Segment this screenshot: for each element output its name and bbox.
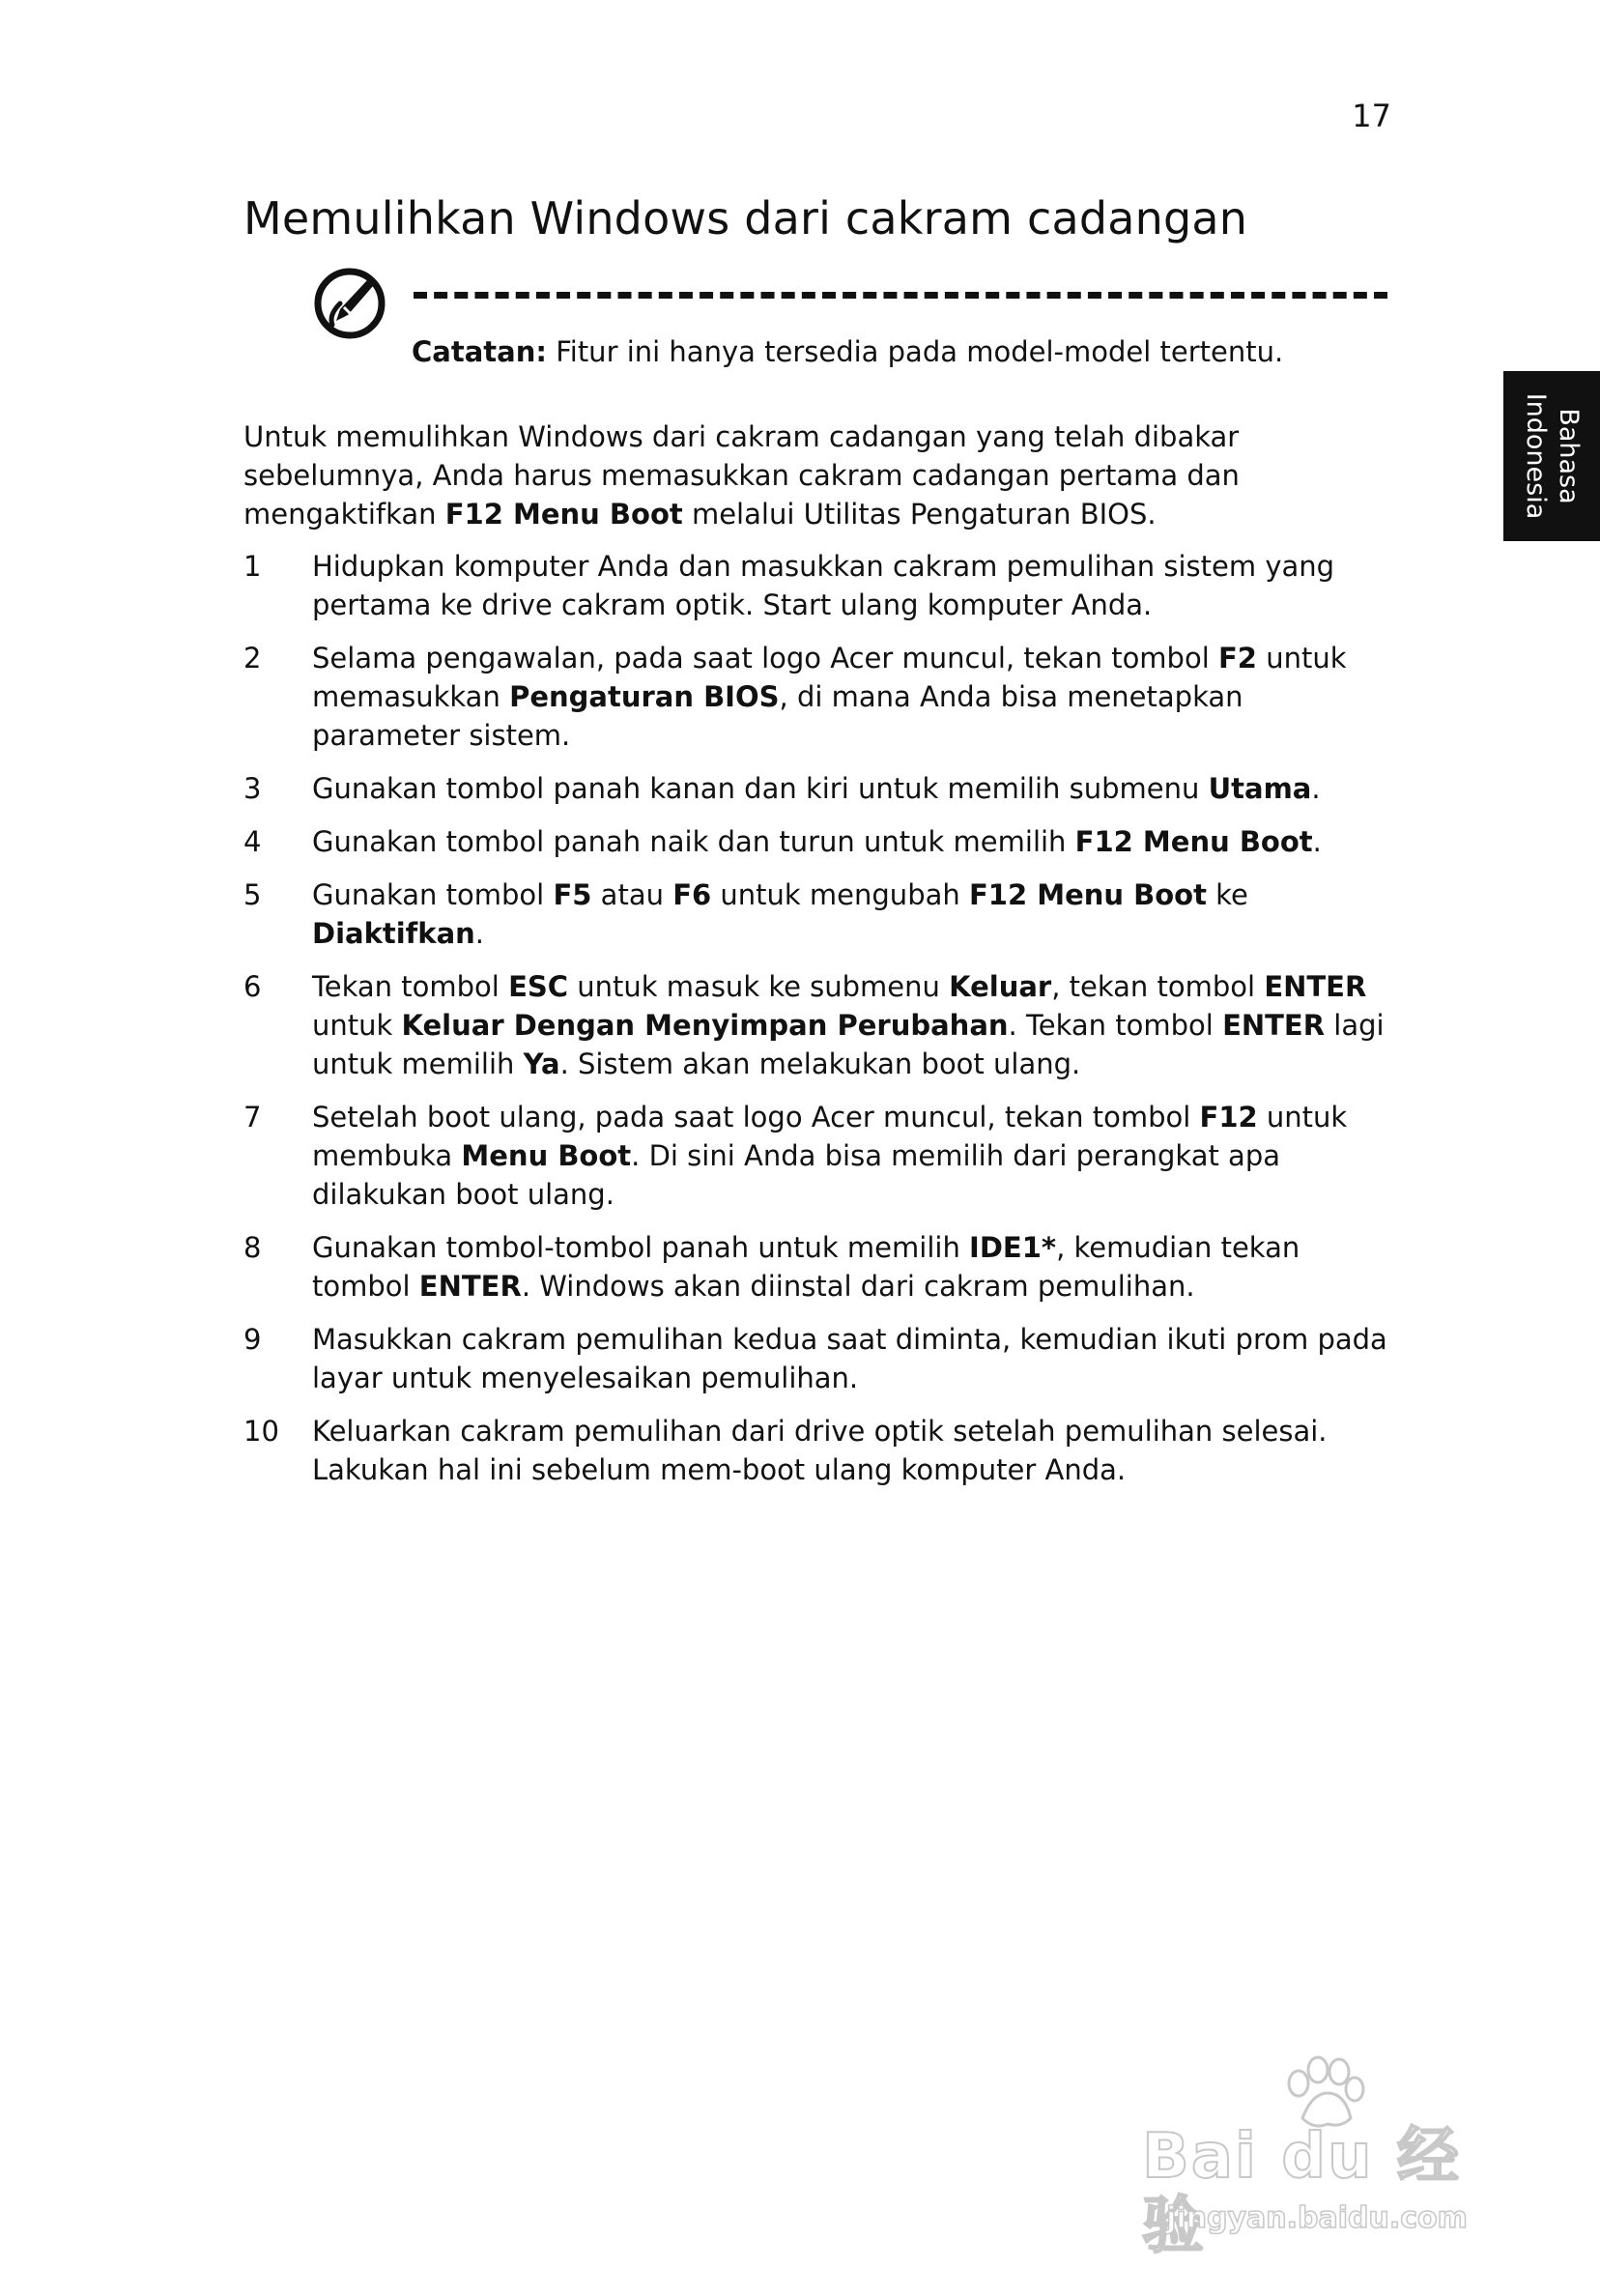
text-run: untuk memasukkan: [312, 642, 1347, 713]
step-text: [312, 1415, 1328, 1486]
step-item: [243, 639, 1393, 755]
step-number: 4: [243, 825, 262, 858]
note-body: Fitur ini hanya tersedia pada model-model tertentu.: [556, 335, 1284, 368]
language-side-tab: [1503, 371, 1600, 541]
step-item: [243, 1228, 1393, 1306]
step-number: 10: [243, 1415, 279, 1448]
step-number: 8: [243, 1231, 262, 1264]
text-run: Gunakan tombol panah kanan dan kiri untuk memilih submenu: [312, 772, 1209, 805]
note-text: [412, 332, 1283, 371]
text-run: Hidupkan komputer Anda dan masukkan cakram pemulihan sistem yang pertama ke drive cakram optik. Start ulang komputer Anda.: [312, 550, 1335, 621]
text-run: untuk membuka: [312, 1101, 1348, 1172]
watermark: [1129, 2054, 1515, 2262]
bold-term: F12 Menu Boot: [968, 878, 1207, 911]
text-run: . Windows akan diinstal dari cakram pemulihan.: [521, 1270, 1195, 1303]
step-text: [312, 772, 1321, 805]
note-pen-icon: [311, 265, 388, 342]
text-run: , di mana Anda bisa menetapkan parameter sistem.: [312, 680, 1243, 752]
bold-term: F12 Menu Boot: [1074, 825, 1313, 858]
bold-term: Keluar Dengan Menyimpan Perubahan: [401, 1009, 1009, 1042]
bold-term: F5: [553, 878, 592, 911]
step-number: 9: [243, 1323, 262, 1356]
text-run: , kemudian tekan tombol: [312, 1231, 1300, 1303]
note-label: Catatan:: [412, 335, 547, 368]
text-run: . Di sini Anda bisa memilih dari perangkat apa dilakukan boot ulang.: [312, 1139, 1280, 1211]
text-run: untuk mengubah: [711, 878, 969, 911]
text-run: Gunakan tombol: [312, 878, 554, 911]
section-heading: Memulihkan Windows dari cakram cadangan: [243, 192, 1248, 244]
text-run: Keluarkan cakram pemulihan dari drive optik setelah pemulihan selesai. Lakukan hal ini sebelum mem-boot ulang komputer Anda.: [312, 1415, 1328, 1486]
step-text: [312, 970, 1385, 1080]
step-number: 2: [243, 642, 262, 674]
text-run: Gunakan tombol panah naik dan turun untuk memilih: [312, 825, 1075, 858]
step-number: 3: [243, 772, 262, 805]
bold-term: Ya: [523, 1048, 560, 1080]
bold-term: F6: [672, 878, 712, 911]
step-item: [243, 822, 1393, 861]
bold-term: F12: [1199, 1101, 1258, 1134]
bold-term: Keluar: [949, 970, 1052, 1003]
step-item: [243, 1320, 1393, 1397]
note-divider: [414, 292, 1387, 299]
text-run: . Tekan tombol: [1008, 1009, 1223, 1042]
text-run: .: [1311, 772, 1321, 805]
text-run: Masukkan cakram pemulihan kedua saat diminta, kemudian ikuti prom pada layar untuk menyelesaikan pemulihan.: [312, 1323, 1387, 1394]
step-item: [243, 769, 1393, 808]
text-run: atau: [591, 878, 673, 911]
step-text: [312, 642, 1347, 752]
text-run: lagi untuk memilih: [312, 1009, 1385, 1080]
text-run: Tekan tombol: [312, 970, 509, 1003]
step-text: [312, 1231, 1300, 1303]
step-text: [312, 878, 1248, 950]
bold-term: Pengaturan BIOS: [509, 680, 780, 713]
text-run: melalui Utilitas Pengaturan BIOS.: [682, 498, 1157, 531]
step-item: [243, 967, 1393, 1083]
bold-term: F2: [1217, 642, 1257, 674]
step-text: [312, 1323, 1387, 1394]
text-run: untuk: [312, 1009, 402, 1042]
text-run: untuk masuk ke submenu: [568, 970, 950, 1003]
watermark-url: jingyan.baidu.com: [1166, 2201, 1468, 2235]
step-item: [243, 1412, 1393, 1489]
step-number: 7: [243, 1101, 262, 1134]
text-run: ke: [1206, 878, 1248, 911]
step-number: 1: [243, 550, 262, 583]
bold-term: ENTER: [418, 1270, 522, 1303]
watermark-logo: Bai du 经验: [1142, 2121, 1461, 2262]
step-text: [312, 1101, 1347, 1211]
step-text: [312, 825, 1322, 858]
text-run: .: [474, 917, 485, 950]
text-run: Setelah boot ulang, pada saat logo Acer muncul, tekan tombol: [312, 1101, 1200, 1134]
bold-term: Utama: [1208, 772, 1312, 805]
steps-list: [243, 547, 1393, 1504]
baidu-paw-icon: [1273, 2054, 1370, 2132]
bold-term: ENTER: [1264, 970, 1367, 1003]
text-run: , tekan tombol: [1051, 970, 1265, 1003]
bold-term: Diaktifkan: [312, 917, 475, 950]
bold-term: IDE1*: [969, 1231, 1057, 1264]
text-run: . Sistem akan melakukan boot ulang.: [559, 1048, 1081, 1080]
text-run: Selama pengawalan, pada saat logo Acer muncul, tekan tombol: [312, 642, 1218, 674]
step-text: [312, 550, 1334, 621]
step-item: [243, 547, 1393, 624]
intro-paragraph: [243, 417, 1393, 533]
text-run: .: [1312, 825, 1322, 858]
bold-term: F12 Menu Boot: [444, 498, 683, 531]
step-number: 5: [243, 878, 262, 911]
step-number: 6: [243, 970, 262, 1003]
step-item: [243, 875, 1393, 953]
page-number: 17: [1352, 98, 1391, 134]
step-item: [243, 1098, 1393, 1214]
text-run: Gunakan tombol-tombol panah untuk memilih: [312, 1231, 970, 1264]
bold-term: ESC: [508, 970, 569, 1003]
bold-term: Menu Boot: [461, 1139, 632, 1172]
bold-term: ENTER: [1222, 1009, 1326, 1042]
text-run: Untuk memulihkan Windows dari cakram cadangan yang telah dibakar sebelumnya, Anda harus memasukkan cakram cadangan pertama dan mengaktifkan: [243, 420, 1240, 531]
language-side-tab-label: Bahasa Indonesia: [1521, 392, 1584, 520]
